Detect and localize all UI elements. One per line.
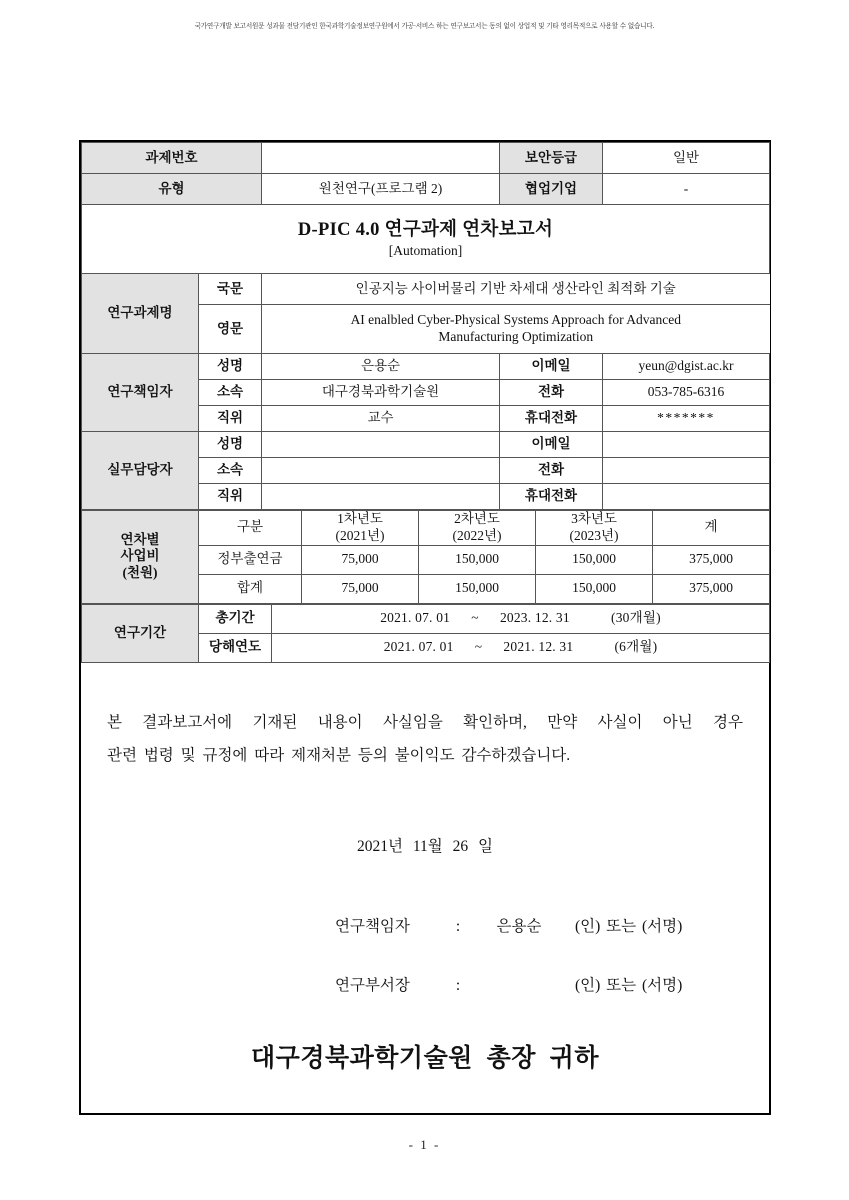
project-name-english-label: 영문 — [199, 305, 262, 354]
contact-name-label: 성명 — [199, 432, 262, 458]
leader-position-label: 직위 — [199, 406, 262, 432]
leader-label: 연구책임자 — [82, 354, 199, 432]
leader-email-value[interactable]: yeun@dgist.ac.kr — [603, 354, 770, 380]
budget-header-total: 계 — [653, 511, 770, 546]
project-name-english-line1: AI enalbled Cyber-Physical Systems Approach for Advanced — [350, 312, 681, 328]
budget-row-0-year1[interactable]: 75,000 — [302, 545, 419, 574]
signature-colon: : — [455, 918, 461, 935]
project-number-value[interactable] — [262, 143, 500, 174]
budget-row-0-name: 정부출연금 — [199, 545, 302, 574]
budget-row-0-year3[interactable]: 150,000 — [536, 545, 653, 574]
table-row-type — [82, 174, 770, 205]
contact-position-value[interactable] — [262, 484, 500, 510]
budget-header-year2-bot: (2022년) — [452, 527, 502, 543]
research-period-table — [81, 604, 770, 663]
leader-position-value[interactable]: 교수 — [262, 406, 500, 432]
page-title: D-PIC 4.0 연구과제 연차보고서 — [297, 219, 554, 240]
period-current-value[interactable] — [272, 633, 770, 662]
page-subtitle: [Automation] — [388, 242, 463, 258]
contact-name-value[interactable] — [262, 432, 500, 458]
contact-mobile-value[interactable] — [603, 484, 770, 510]
project-name-label: 연구과제명 — [82, 274, 199, 354]
period-current-end: 2021. 12. 31 — [503, 639, 574, 655]
leader-mobile-label: 휴대전화 — [500, 406, 603, 432]
type-value[interactable]: 원천연구(프로그램 2) — [262, 174, 500, 205]
research-period-label: 연구기간 — [82, 604, 199, 662]
period-current-months: (6개월) — [614, 639, 658, 655]
signature-date: 2021년 11월 26 일 — [357, 838, 493, 855]
contact-affiliation-label: 소속 — [199, 458, 262, 484]
budget-header-row — [82, 511, 770, 546]
period-current-tilde: ~ — [474, 639, 483, 655]
signature-role-leader: 연구책임자 — [335, 918, 410, 935]
period-total-start: 2021. 07. 01 — [380, 610, 451, 626]
report-cover-frame — [79, 140, 771, 1115]
signature-colon: : — [455, 977, 461, 994]
budget-label-line1: 연차별 — [120, 531, 160, 547]
period-total-tilde: ~ — [471, 610, 479, 626]
partner-company-value[interactable]: - — [603, 174, 770, 205]
budget-label-line3: (천원) — [122, 565, 158, 581]
period-current-start: 2021. 07. 01 — [383, 639, 454, 655]
contact-mobile-label: 휴대전화 — [500, 484, 603, 510]
budget-header-year3-bot: (2023년) — [569, 527, 619, 543]
budget-row-0-year2[interactable]: 150,000 — [419, 545, 536, 574]
security-level-label: 보안등급 — [500, 143, 603, 174]
table-row-project-number — [82, 143, 770, 174]
budget-header-category: 구분 — [199, 511, 302, 546]
project-number-label: 과제번호 — [82, 143, 262, 174]
budget-header-year1 — [302, 511, 419, 546]
leader-affiliation-value[interactable]: 대구경북과학기술원 — [262, 380, 500, 406]
leader-name-value[interactable]: 은용순 — [262, 354, 500, 380]
budget-row-1-year3[interactable]: 150,000 — [536, 574, 653, 603]
signature-name-leader: 은용순 — [496, 918, 542, 935]
project-name-korean-value[interactable]: 인공지능 사이버물리 기반 차세대 생산라인 최적화 기술 — [262, 274, 770, 305]
table-row-project-name-korean — [82, 274, 770, 305]
signature-role-department-head: 연구부서장 — [335, 977, 410, 994]
leader-affiliation-label: 소속 — [199, 380, 262, 406]
project-name-korean-label: 국문 — [199, 274, 262, 305]
period-current-label: 당해연도 — [199, 633, 272, 662]
period-total-end: 2023. 12. 31 — [499, 610, 570, 626]
table-row-report-title — [82, 205, 770, 274]
contact-phone-value[interactable] — [603, 458, 770, 484]
budget-row-0-total[interactable]: 375,000 — [653, 545, 770, 574]
contact-position-label: 직위 — [199, 484, 262, 510]
contact-label: 실무담당자 — [82, 432, 199, 510]
leader-phone-label: 전화 — [500, 380, 603, 406]
budget-label-line2: 사업비 — [120, 548, 160, 564]
leader-mobile-value[interactable]: ******* — [603, 406, 770, 432]
period-row-total — [82, 604, 770, 633]
budget-header-year3 — [536, 511, 653, 546]
declaration-line-1: 본 결과보고서에 기재된 내용이 사실임을 확인하며, 만약 사실이 아닌 경우 — [107, 714, 743, 731]
leader-phone-value[interactable]: 053-785-6316 — [603, 380, 770, 406]
budget-header-year1-bot: (2021년) — [335, 527, 385, 543]
period-total-label: 총기간 — [199, 604, 272, 633]
budget-row-1-name: 합계 — [199, 574, 302, 603]
period-total-months: (30개월) — [611, 610, 661, 626]
budget-header-year1-top: 1차년도 — [337, 511, 383, 526]
table-row-contact-name — [82, 432, 770, 458]
addressee-line: 대구경북과학기술원 총장 귀하 — [251, 1045, 599, 1072]
budget-header-year2 — [419, 511, 536, 546]
contact-email-value[interactable] — [603, 432, 770, 458]
copyright-notice: 국가연구개발 보고서원문 성과물 전담기관인 한국과학기술정보연구원에서 가공·서비스 하는 연구보고서는 동의 없이 상업적 및 기타 영리목적으로 사용할 수 없습니다. — [194, 22, 655, 30]
page-number: - 1 - — [408, 1137, 441, 1152]
budget-header-year3-top: 3차년도 — [571, 511, 617, 526]
partner-company-label: 협업기업 — [500, 174, 603, 205]
budget-label — [82, 511, 199, 604]
leader-name-label: 성명 — [199, 354, 262, 380]
leader-email-label: 이메일 — [500, 354, 603, 380]
signature-row-leader — [335, 914, 755, 936]
budget-header-year2-top: 2차년도 — [454, 511, 500, 526]
contact-phone-label: 전화 — [500, 458, 603, 484]
cover-info-table — [81, 142, 770, 510]
type-label: 유형 — [82, 174, 262, 205]
signature-seal-department-head: (인) 또는 (서명) — [575, 977, 683, 994]
signature-row-department-head — [335, 973, 755, 995]
project-name-english-value[interactable] — [262, 305, 770, 354]
budget-row-1-total[interactable]: 375,000 — [653, 574, 770, 603]
signature-block — [335, 914, 755, 1032]
signature-seal-leader: (인) 또는 (서명) — [575, 918, 683, 935]
period-total-value[interactable] — [272, 604, 770, 633]
project-name-english-line2: Manufacturing Optimization — [438, 329, 594, 344]
contact-affiliation-value[interactable] — [262, 458, 500, 484]
budget-table — [81, 510, 770, 604]
report-title-cell — [82, 205, 770, 274]
budget-row-1-year2[interactable]: 150,000 — [419, 574, 536, 603]
table-row-leader-name — [82, 354, 770, 380]
security-level-value[interactable]: 일반 — [603, 143, 770, 174]
contact-email-label: 이메일 — [500, 432, 603, 458]
budget-row-1-year1[interactable]: 75,000 — [302, 574, 419, 603]
declaration-text — [107, 706, 743, 773]
declaration-line-2: 관련 법령 및 규정에 따라 제재처분 등의 불이익도 감수하겠습니다. — [107, 747, 571, 765]
